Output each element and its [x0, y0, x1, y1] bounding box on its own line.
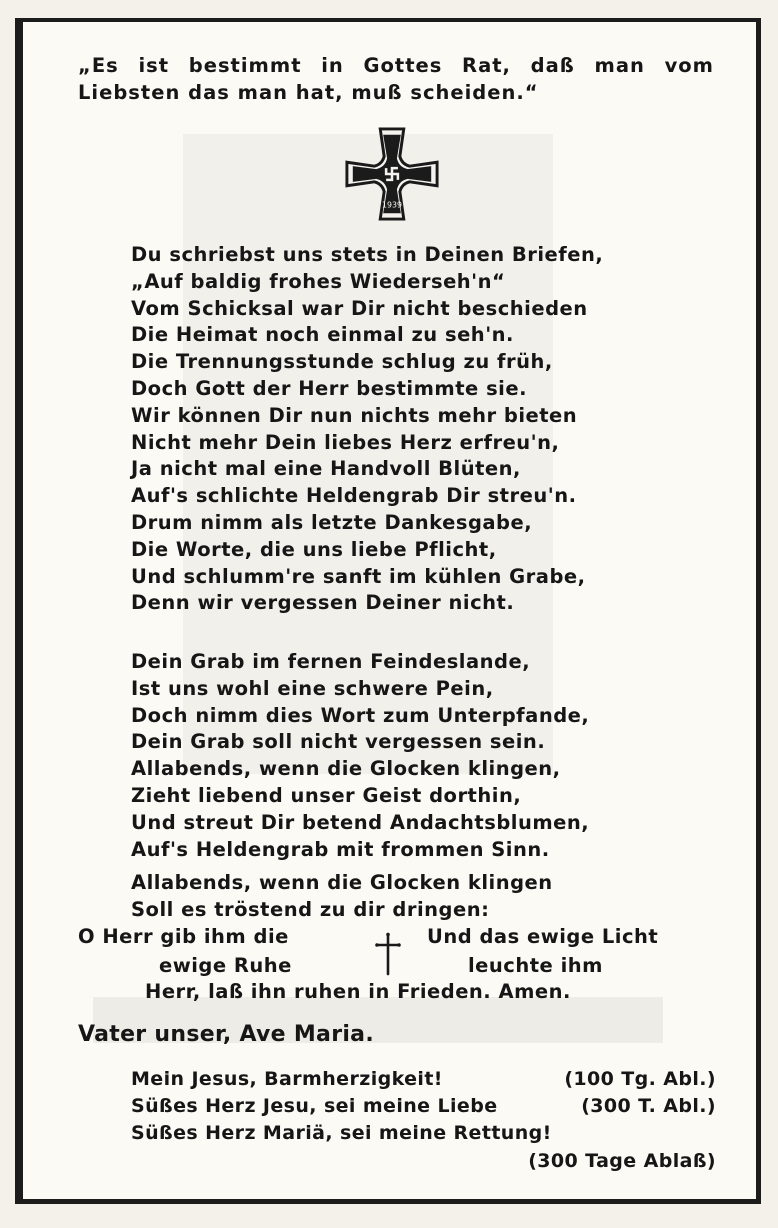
latin-cross-icon	[374, 932, 402, 976]
poem-line: Allabends, wenn die Glocken klingen,	[131, 757, 561, 781]
poem-line: Wir können Dir nun nichts mehr bieten	[131, 403, 578, 427]
poem-line: Doch Gott der Herr bestimmte sie.	[131, 376, 527, 400]
memorial-card	[15, 18, 761, 1204]
poem-stanza-3	[131, 870, 553, 924]
indulgence-line	[131, 1122, 716, 1144]
poem-line: Die Heimat noch einmal zu seh'n.	[131, 323, 514, 347]
poem-line: Denn wir vergessen Deiner nicht.	[131, 591, 515, 615]
poem-stanza-2	[131, 649, 589, 863]
poem-line: Dein Grab im fernen Feindeslande,	[131, 650, 531, 673]
emblem-year: 1939	[382, 200, 402, 210]
prayer-right-line: Und das ewige Licht	[427, 925, 659, 948]
poem-line: Die Worte, die uns liebe Pflicht,	[131, 537, 497, 561]
prayer-left-line: ewige Ruhe	[159, 954, 292, 977]
indulgence-line	[131, 1095, 716, 1117]
poem-line: Auf's Heldengrab mit frommen Sinn.	[131, 837, 550, 861]
prayer-right-line: leuchte ihm	[468, 954, 603, 977]
indulgence-note: (300 Tage Ablaß)	[528, 1150, 716, 1172]
poem-line: Allabends, wenn die Glocken klingen	[131, 871, 553, 894]
poem-line: Auf's schlichte Heldengrab Dir streu'n.	[131, 484, 577, 508]
poem-line: „Auf baldig frohes Wiederseh'n“	[131, 269, 506, 293]
poem-line: Vom Schicksal war Dir nicht beschieden	[131, 296, 588, 320]
poem-line: Und streut Dir betend Andachtsblumen,	[131, 810, 590, 834]
indulgence-note: (100 Tg. Abl.)	[564, 1068, 716, 1090]
poem-line: Und schlumm're sanft im kühlen Grabe,	[131, 564, 586, 588]
indulgence-line	[131, 1068, 716, 1090]
quote-line: Liebsten das man hat, muß scheiden.“	[78, 81, 539, 104]
iron-cross-icon	[343, 125, 441, 223]
poem-line: Dein Grab soll nicht vergessen sein.	[131, 730, 546, 754]
poem-line: Zieht liebend unser Geist dorthin,	[131, 783, 522, 807]
poem-stanza-1	[131, 242, 603, 617]
poem-line: Doch nimm dies Wort zum Unterpfande,	[131, 703, 590, 727]
poem-line: Soll es tröstend zu dir dringen:	[131, 897, 490, 921]
indulgence-line	[131, 1150, 716, 1172]
quote-line: „Es ist bestimmt in Gottes Rat, daß man vom	[78, 54, 714, 77]
indulgence-text: Süßes Herz Mariä, sei meine Rettung!	[131, 1122, 552, 1144]
indulgence-text: Mein Jesus, Barmherzigkeit!	[131, 1068, 443, 1090]
indulgence-note: (300 T. Abl.)	[581, 1095, 716, 1117]
opening-quote	[78, 52, 714, 106]
poem-line: Nicht mehr Dein liebes Herz erfreu'n,	[131, 430, 560, 454]
indulgence-text: Süßes Herz Jesu, sei meine Liebe	[131, 1095, 498, 1117]
prayer-center-line: Herr, laß ihn ruhen in Frieden. Amen.	[145, 980, 571, 1003]
poem-line: Drum nimm als letzte Dankesgabe,	[131, 510, 533, 534]
poem-line: Du schriebst uns stets in Deinen Briefen,	[131, 243, 604, 266]
vater-unser-heading: Vater unser, Ave Maria.	[78, 1022, 374, 1047]
poem-line: Die Trennungsstunde schlug zu früh,	[131, 350, 553, 374]
prayer-left-line: O Herr gib ihm die	[78, 925, 289, 948]
poem-line: Ist uns wohl eine schwere Pein,	[131, 676, 494, 700]
poem-line: Ja nicht mal eine Handvoll Blüten,	[131, 457, 521, 481]
